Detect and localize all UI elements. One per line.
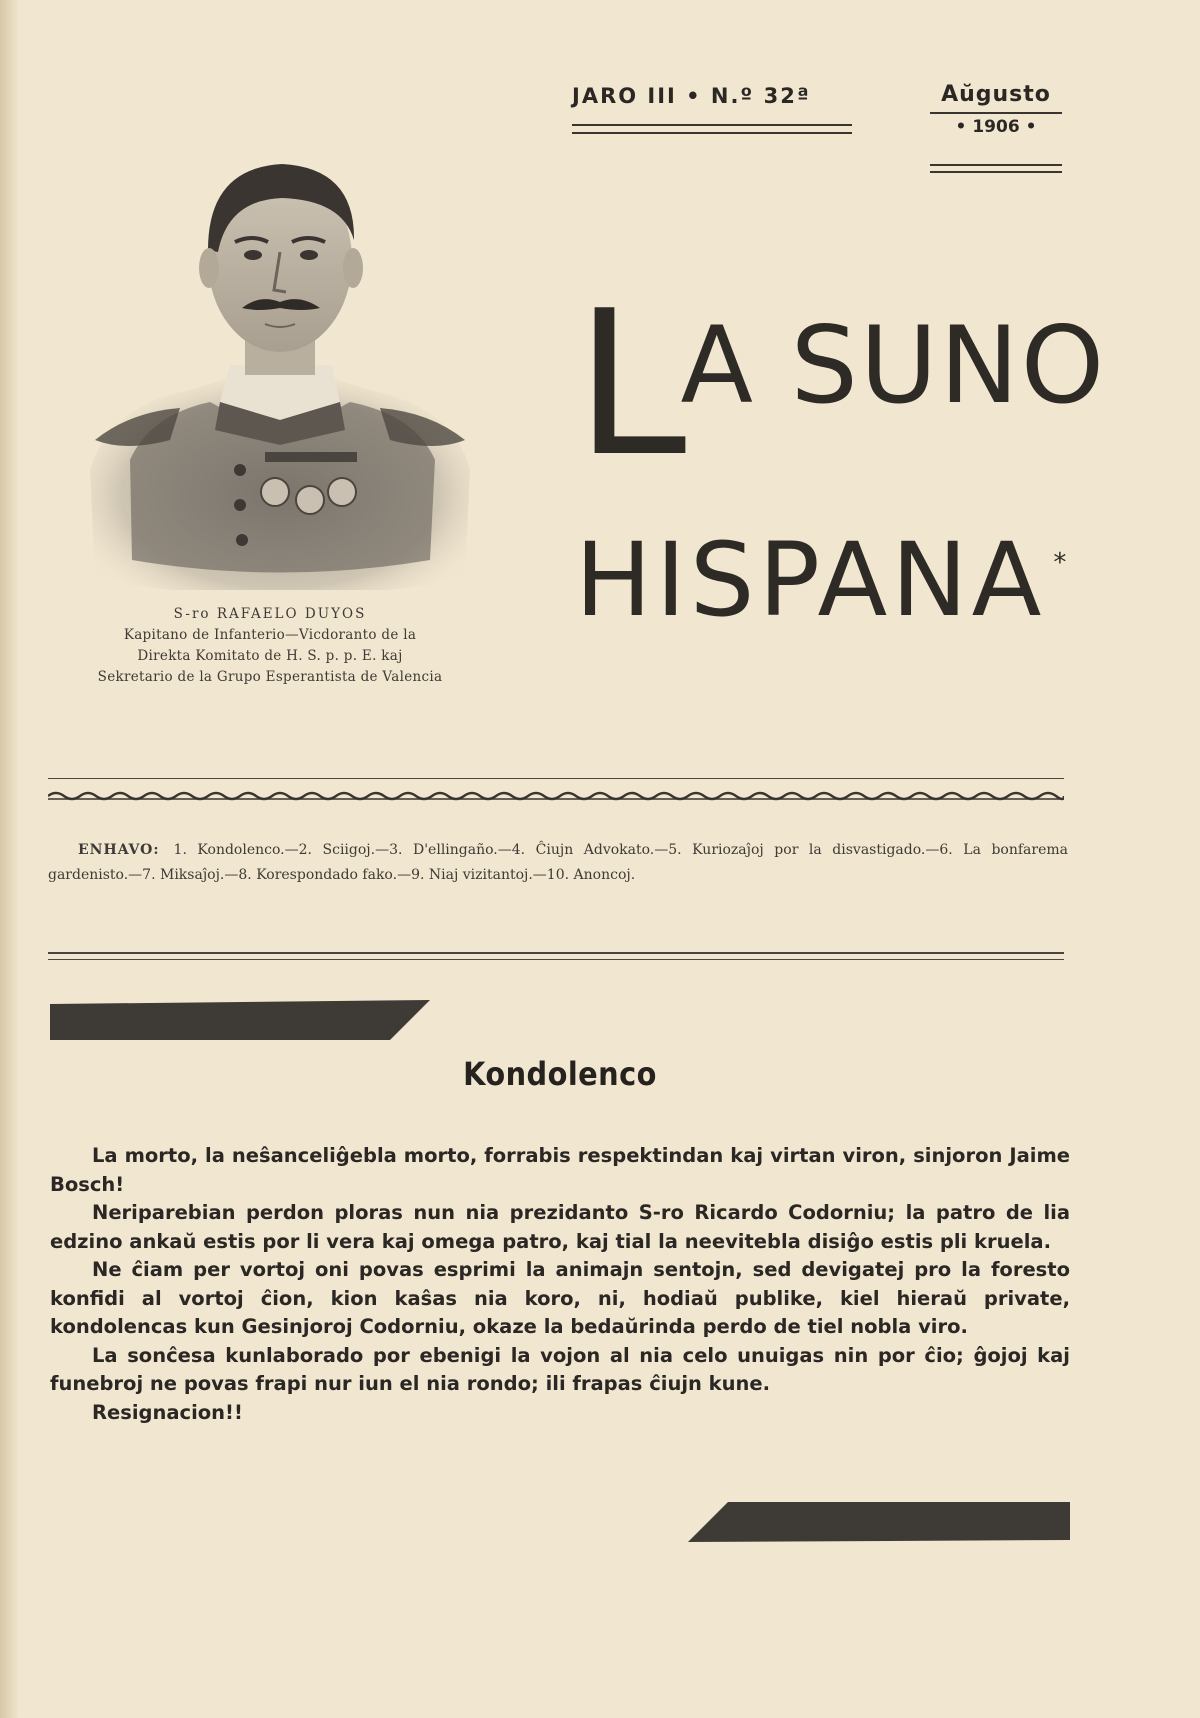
article-title: Kondolenco bbox=[463, 1055, 657, 1093]
article-paragraph-5: Resignacion!! bbox=[92, 1400, 243, 1424]
contents-text: 1. Kondolenco.—2. Sciigoj.—3. D'ellingaño.—4. Ĉiujn Advokato.—5. Kuriozaĵoj por la disvastigado.—6. La bonfarema gardenisto.—7. Miksaĵoj.—8. Korespondado fako.—9. Niaj vizitantoj.—10. Anoncoj. bbox=[48, 842, 1068, 883]
binding-edge bbox=[0, 0, 18, 1718]
contents-label: ENHAVO: bbox=[78, 842, 160, 858]
title-star: * bbox=[1053, 548, 1071, 579]
title-line1-rest: A SUNO bbox=[680, 304, 1107, 427]
month-rule bbox=[930, 112, 1062, 114]
issue-month: Aŭgusto bbox=[941, 82, 1051, 107]
left-ornament-banner bbox=[50, 1000, 430, 1040]
summary-rule-bottom bbox=[48, 959, 1064, 960]
caption-rank: Kapitano de Infanterio—Vicdoranto de la bbox=[123, 627, 417, 643]
wavy-rule bbox=[48, 788, 1064, 804]
portrait-photo bbox=[70, 140, 490, 590]
date-block bbox=[930, 82, 1062, 137]
portrait-caption bbox=[40, 604, 500, 688]
caption-committee: Direkta Komitato de H. S. p. p. E. kaj bbox=[137, 648, 403, 664]
article-paragraph-4: La sonĉesa kunlaborado por ebenigi la vojon al nia celo unuigas nin por ĉio; ĝojoj kaj funebroj ne povas frapi nur iun el nia rondo; ili frapas ĉiujn kune. bbox=[50, 1343, 1070, 1395]
issue-rule-top bbox=[572, 124, 852, 126]
article-paragraph-2: Neriparebian perdon ploras nun nia prezidanto S-ro Ricardo Codorniu; la patro de lia edzino ankaŭ estis por li vera kaj omega patro, kaj tial la neevitebla disiĝo estis pli kruela. bbox=[50, 1201, 1070, 1253]
year-rule-top bbox=[930, 164, 1062, 166]
right-ornament-banner bbox=[688, 1502, 1070, 1542]
top-rule bbox=[48, 778, 1064, 779]
issue-number: JARO III • N.º 32ª bbox=[572, 84, 811, 108]
title-initial-letter: L bbox=[575, 268, 681, 501]
issue-rule-bottom bbox=[572, 132, 852, 134]
caption-group: Sekretario de la Grupo Esperantista de Valencia bbox=[97, 669, 443, 685]
caption-name: S-ro RAFAELO DUYOS bbox=[173, 606, 367, 622]
contents-summary bbox=[48, 838, 1068, 888]
year-rule-bottom bbox=[930, 171, 1062, 173]
portrait-illustration bbox=[70, 140, 490, 590]
title-line2-text: HISPANA bbox=[575, 521, 1046, 640]
article-body bbox=[50, 1142, 1070, 1427]
masthead-title-line2 bbox=[575, 521, 1095, 640]
issue-year: • 1906 • bbox=[955, 117, 1037, 137]
article-paragraph-1: La morto, la neŝanceliĝebla morto, forrabis respektindan kaj virtan viron, sinjoron Jaime Bosch! bbox=[50, 1144, 1070, 1196]
article-paragraph-3: Ne ĉiam per vortoj oni povas esprimi la animajn sentojn, sed devigatej pro la foresto konfidi al vortoj ĉion, kion kaŝas nia koro, ni, hodiaŭ publike, kiel hieraŭ private, kondolencas kun Gesinjoroj Codorniu, okaze la bedaŭrinda perdo de tiel nobla viro. bbox=[50, 1258, 1070, 1338]
masthead-title-line1 bbox=[575, 268, 1107, 501]
summary-rule-top bbox=[48, 952, 1064, 954]
